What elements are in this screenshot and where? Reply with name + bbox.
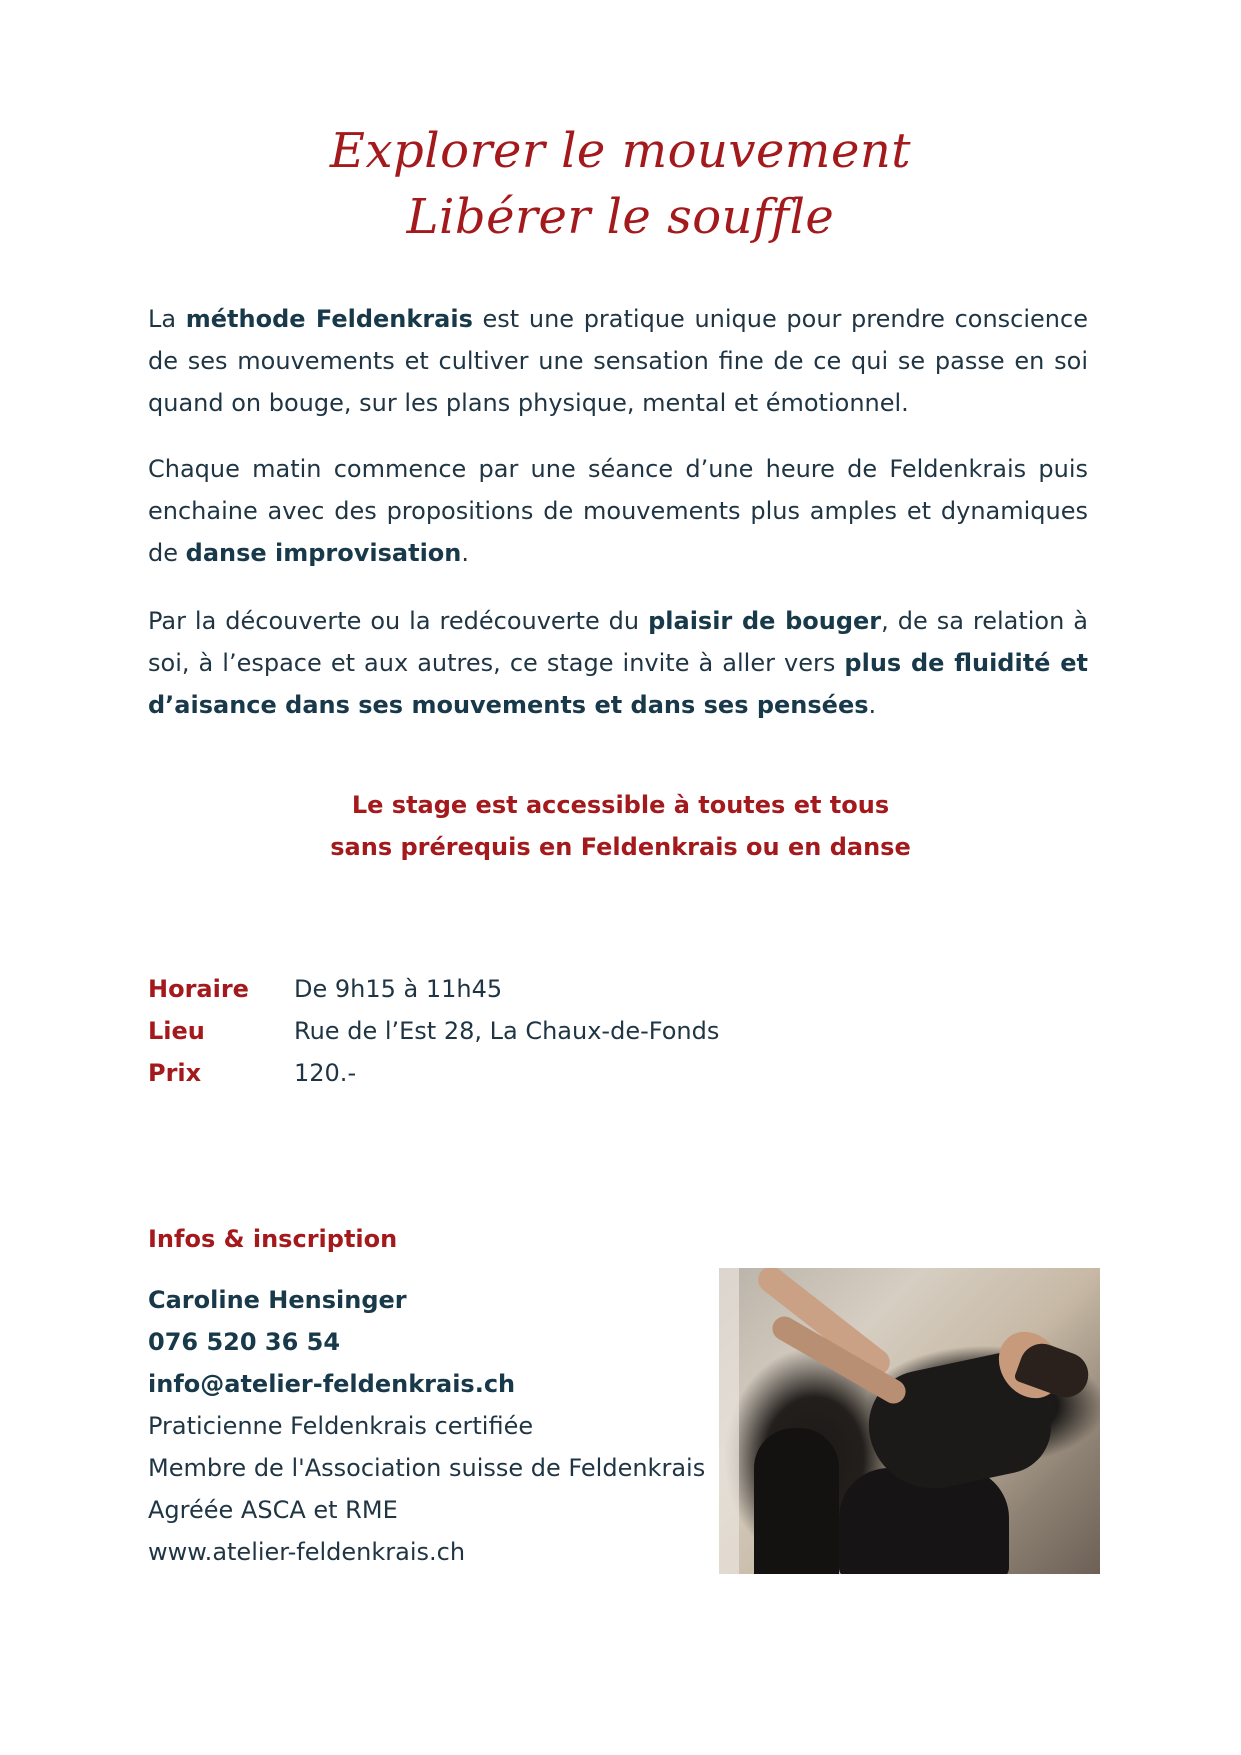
detail-row-prix [148,1052,719,1094]
title-line-1: Explorer le mouvement [329,123,912,179]
paragraph-schedule-prefix: Chaque matin commence par une séance d’une heure de Feldenkrais puis enchaine avec des propositions de mouvements plus amples et dynamiques de [148,455,1088,567]
paragraph-schedule-suffix: . [461,539,470,567]
paragraph-invitation-middle: , de sa relation à soi, à l’espace et aux autres, ce stage invite à aller vers [148,607,1088,677]
contact-accreditation: Agréée ASCA et RME [148,1496,398,1524]
contact-certification: Praticienne Feldenkrais certifiée [148,1412,534,1440]
notice-line-1: Le stage est accessible à toutes et tous [351,791,890,819]
paragraph-invitation [148,600,1088,726]
photo-background-dancer [754,1428,839,1574]
title-line-2: Libérer le souffle [406,189,835,245]
paragraph-invitation-suffix: . [868,691,877,719]
paragraph-intro [148,298,1088,424]
detail-label: Prix [148,1059,202,1087]
paragraph-invitation-bold-2: plus de fluidité et d’aisance dans ses mouvements et dans ses pensées [148,649,1088,719]
paragraph-invitation-prefix: Par la découverte ou la redécouverte du [148,607,649,635]
contact-website-link[interactable]: www.atelier-feldenkrais.ch [148,1538,466,1566]
detail-value: De 9h15 à 11h45 [294,975,503,1003]
paragraph-invitation-bold-1: plaisir de bouger [648,607,882,635]
accessibility-notice [0,784,1241,868]
contact-phone[interactable]: 076 520 36 54 [148,1328,341,1356]
photo-background-pillar [719,1268,739,1574]
paragraph-intro-prefix: La [148,305,186,333]
detail-row-lieu [148,1010,719,1052]
contact-block [148,1279,705,1573]
detail-value: Rue de l’Est 28, La Chaux-de-Fonds [294,1017,720,1045]
contact-email-link[interactable]: info@atelier-feldenkrais.ch [148,1370,516,1398]
detail-label: Lieu [148,1017,205,1045]
paragraph-schedule [148,448,1088,574]
detail-label: Horaire [148,975,249,1003]
page-title [0,118,1241,250]
infos-heading: Infos & inscription [148,1225,398,1253]
contact-name: Caroline Hensinger [148,1286,407,1314]
paragraph-schedule-bold: danse improvisation [185,539,462,567]
detail-value: 120.- [294,1059,357,1087]
contact-membership: Membre de l'Association suisse de Feldenkrais [148,1454,706,1482]
detail-row-horaire [148,968,719,1010]
paragraph-intro-suffix: est une pratique unique pour prendre conscience de ses mouvements et cultiver une sensation fine de ce qui se passe en soi quand on bouge, sur les plans physique, mental et émotionnel. [148,305,1088,417]
details-list [148,968,719,1094]
notice-line-2: sans prérequis en Feldenkrais ou en danse [330,833,911,861]
paragraph-intro-bold: méthode Feldenkrais [185,305,473,333]
dancer-photo [719,1268,1100,1574]
